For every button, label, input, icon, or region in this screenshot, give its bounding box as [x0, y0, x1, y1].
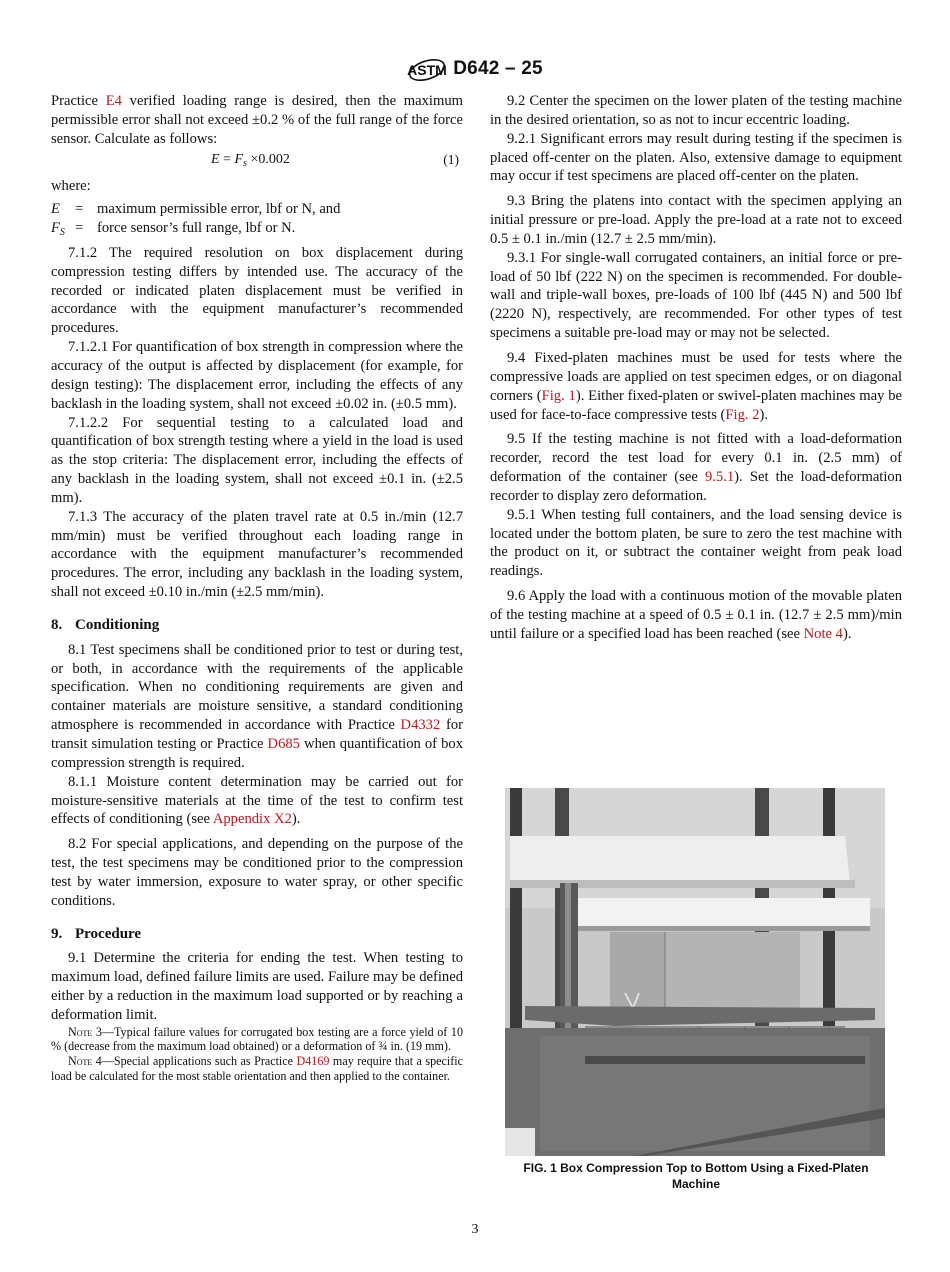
paragraph-8-2: 8.2 For special applications, and depending on the purpose of the test, the test specimens may be conditioned prior to the compression test by water immersion, exposure to water spray, or other specific conditions. [51, 836, 463, 909]
left-column [51, 92, 463, 1083]
paragraph-7-1-2-1: 7.1.2.1 For quantification of box strength in compression where the accuracy of the output is affected by displacement (for example, for design testing): The displacement error, including the effects of any backlash in the loading system, shall not exceed ±0.02 in. (±0.5 mm). [51, 339, 463, 412]
document-id: D642 – 25 [453, 58, 543, 79]
astm-logo-icon [407, 53, 447, 85]
link-d4169[interactable]: D4169 [296, 1054, 330, 1068]
where-definition-e: E = maximum permissible error, lbf or N, and [51, 201, 341, 218]
link-fig-2[interactable]: Fig. 2 [725, 406, 760, 423]
svg-text:ASTM: ASTM [407, 62, 448, 78]
right-column [490, 92, 902, 644]
paragraph-8-1-1: 8.1.1 Moisture content determination may be carried out for moisture-sensitive materials at the time of the test to confirm test effects of conditioning (see Appendix X2). [51, 773, 463, 828]
paragraph-7-1-2: 7.1.2 The required resolution on box displacement during compression testing differs by intended use. The accuracy of the recorded or indicated platen displacement must be verified in accordance with the equipment manufacturer’s recommended procedures. [51, 244, 463, 337]
link-e4[interactable]: E4 [105, 93, 122, 109]
page-number: 3 [471, 1222, 479, 1237]
equation-number: (1) [443, 151, 459, 167]
figure-1-caption: FIG. 1 Box Compression Top to Bottom Using a Fixed-Platen Machine [523, 1161, 869, 1191]
link-d4332[interactable]: D4332 [400, 717, 441, 734]
paragraph-8-1: 8.1 Test specimens shall be conditioned prior to test or during test, or both, in accordance with the requirements of the applicable specification. When no conditioning requirements are given and container materials are moisture sensitive, a standard conditioning atmosphere is recommended in accordance with Practice D4332 for transit simulation testing or Practice D685 when quantification of box compression strength is required. [51, 641, 464, 771]
paragraph-9-5-1: 9.5.1 When testing full containers, and the load sensing device is located under the bottom platen, be sure to zero the test machine with the product on it, or subtract the container weight from peak load readings. [490, 506, 902, 580]
paragraph-9-2: 9.2 Center the specimen on the lower platen of the testing machine in the desired orientation, so as not to incur eccentric loading. [490, 93, 902, 128]
box-compression-machine-image [505, 788, 885, 1156]
section-heading-9: 9. Procedure [51, 925, 142, 942]
link-d685[interactable]: D685 [267, 736, 300, 752]
paragraph-9-2-1: 9.2.1 Significant errors may result during testing if the specimen is placed off-center on the platen. Also, extensive damage to equipment may occur if test specimens are placed off-center on the platen. [490, 130, 902, 185]
paragraph-7-1-1-cont: Practice E4 verified loading range is desired, then the maximum permissible error shall not exceed ±0.2 % of the full range of the force sensor. Calculate as follows: [51, 93, 463, 147]
note-3: Note 3—Typical failure values for corrugated box testing are a force yield of 10 % (decrease from the maximum load obtained) or a deformation of ¾ in. (19 mm). [51, 1024, 464, 1054]
paragraph-7-1-2-2: 7.1.2.2 For sequential testing to a calculated load and quantification of box strength testing where a yield in the load is used as the stop criteria: The displacement error, including the effects of any backlash in the loading system, shall not exceed ±0.1 in. (±2.5 mm). [51, 414, 463, 506]
paragraph-9-1: 9.1 Determine the criteria for ending the test. When testing to maximum load, defined failure limits are used. Failure may be defined either by a reduction in the maximum load supported or by reaching a deformation limit. [51, 950, 463, 1023]
where-label: where: [51, 178, 91, 195]
paragraph-9-3: 9.3 Bring the platens into contact with the specimen applying an initial pressure or pre-load. Apply the pre-load at a rate not to exceed 0.5 ± 0.1 in./min (12.7 ± 2.5 mm/min). [490, 193, 902, 247]
note-4: Note 4—Special applications such as Practice D4169 may require that a specific load be calculated for the most stable orientation and then applied to the container. [51, 1054, 463, 1083]
link-fig-1[interactable]: Fig. 1 [541, 387, 576, 404]
equation-1: $E = F_s \times 0.002$ (1) [51, 151, 463, 170]
link-9-5-1[interactable]: 9.5.1 [704, 469, 735, 486]
paragraph-9-3-1: 9.3.1 For single-wall corrugated containers, an initial force or pre-load of 50 lbf (222 N) on the specimen is recommended. For double-wall and triple-wall boxes, pre-loads of 100 lbf (445 N) and 500 lbf (2220 N), respectively, are recommended. For other types of test specimens a suitable pre-load may or may not be selected. [490, 249, 902, 342]
paragraph-9-4: 9.4 Fixed-platen machines must be used for tests where the compressive loads are applied on test specimen edges, or on diagonal corners (Fig. 1). Either fixed-platen or swivel-platen machines may be used for face-to-face compressive tests (Fig. 2). [490, 349, 902, 423]
paragraph-9-6: 9.6 Apply the load with a continuous motion of the movable platen of the testing machine at a speed of 0.5 ± 0.1 in. (12.7 ± 2.5 mm)/min until failure or a specified load has been reached (see Note 4). [490, 588, 902, 642]
section-heading-8: 8. Conditioning [51, 616, 160, 633]
figure-1-photo [505, 788, 885, 1156]
paragraph-7-1-3: 7.1.3 The accuracy of the platen travel rate at 0.5 in./min (12.7 mm/min) must be verified throughout each loading range in accordance with the equipment manufacturer’s recommended procedures. The error, including any backlash in the loading system, shall not exceed ±0.10 in./min (±2.5 mm/min). [51, 508, 463, 601]
link-appendix-x2[interactable]: Appendix X2 [212, 811, 292, 828]
link-note-4[interactable]: Note 4 [803, 625, 843, 642]
paragraph-9-5: 9.5 If the testing machine is not fitted with a load-deformation recorder, record the test load for every 0.1 in. (2.5 mm) of deformation of the container (see 9.5.1). Set the load-deformation recorder to display zero deformation. [490, 431, 902, 504]
page-header [0, 52, 950, 86]
where-definition-fs: $F_S$ = force sensor’s full range, lbf or N. [51, 220, 296, 239]
